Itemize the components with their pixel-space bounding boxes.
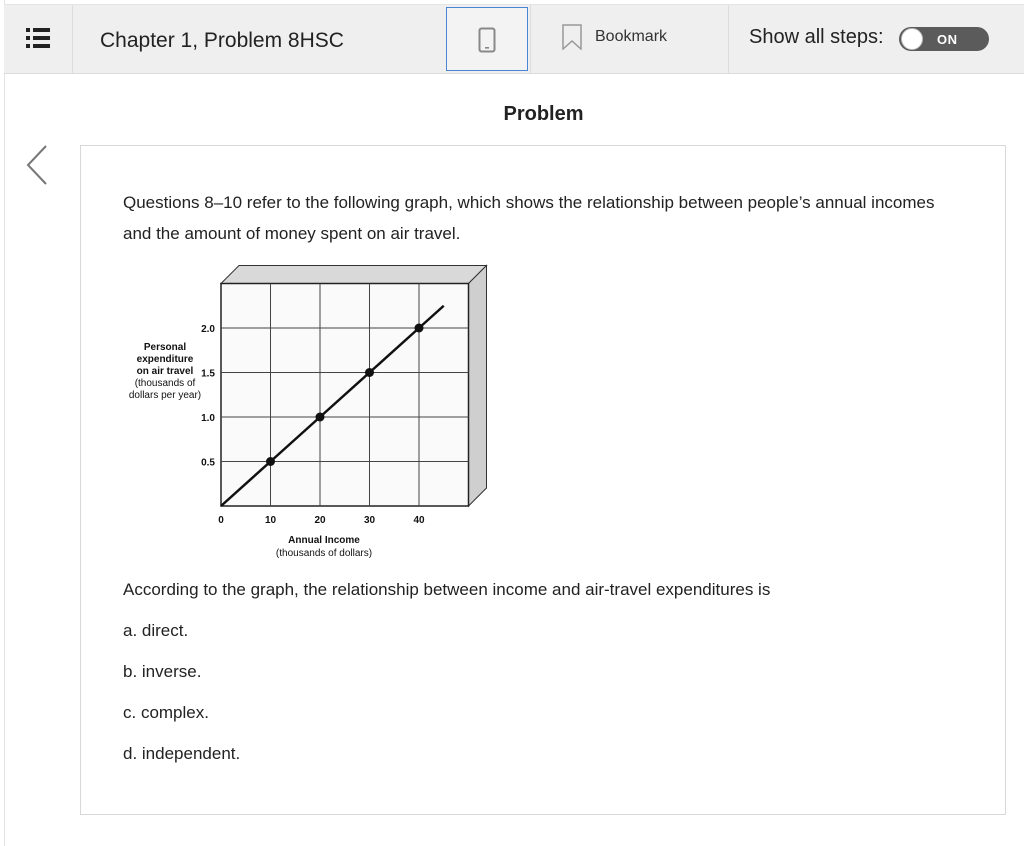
x-tick-label: 0 (218, 515, 224, 526)
option-b[interactable]: b. inverse. (123, 662, 202, 681)
option-c[interactable]: c. complex. (123, 703, 209, 722)
y-axis-title-line: on air travel (136, 366, 194, 377)
x-tick-label: 30 (363, 515, 376, 526)
y-axis-title-line: expenditure (136, 354, 194, 365)
data-point (316, 413, 325, 422)
data-point (266, 457, 275, 466)
list-icon (26, 27, 50, 49)
bookmark-icon (561, 24, 583, 50)
chevron-left-icon (24, 144, 50, 186)
bookmark-button[interactable] (530, 5, 729, 73)
income-air-travel-chart (123, 256, 573, 566)
page-frame-edge (4, 0, 5, 846)
x-tick-label: 20 (314, 515, 326, 526)
x-axis-title: Annual Income (288, 535, 360, 546)
data-point (415, 324, 424, 333)
question-stem: According to the graph, the relationship between income and air-travel expenditures is (123, 580, 771, 599)
chapter-title: Chapter 1, Problem 8HSC (100, 29, 344, 52)
x-tick-label: 40 (413, 515, 425, 526)
option-a[interactable]: a. direct. (123, 621, 189, 640)
toggle-knob (901, 28, 923, 50)
y-tick-label: 1.5 (201, 368, 215, 380)
table-of-contents-button[interactable] (4, 5, 73, 73)
mobile-phone-icon (478, 27, 496, 53)
bookmark-label: Bookmark (595, 28, 668, 45)
y-tick-label: 1.0 (201, 413, 215, 424)
option-d[interactable]: d. independent. (123, 744, 241, 763)
chart-box-top-face (221, 266, 487, 284)
problem-card (80, 145, 1006, 815)
show-all-steps-toggle[interactable] (899, 27, 989, 51)
previous-problem-button[interactable] (24, 144, 50, 191)
data-point (365, 368, 374, 377)
y-tick-label: 2.0 (201, 324, 215, 335)
y-axis-title-line: dollars per year) (128, 390, 202, 401)
mobile-view-button[interactable] (446, 7, 528, 71)
toggle-state-label: ON (937, 32, 958, 47)
y-axis-title-line: Personal (143, 342, 187, 353)
problem-heading: Problem (503, 103, 584, 125)
y-tick-label: 0.5 (201, 457, 215, 469)
chart-box-side-face (469, 266, 487, 507)
x-tick-label: 10 (264, 515, 277, 526)
toolbar (4, 4, 1024, 74)
y-axis-title-line: (thousands of (134, 378, 196, 389)
show-all-steps-label: Show all steps: (749, 26, 884, 48)
question-intro: Questions 8–10 refer to the following graph, which shows the relationship between people’s annual incomes and the amount of money spent on air travel. (123, 193, 935, 243)
x-axis-subtitle: (thousands of dollars) (275, 548, 373, 559)
